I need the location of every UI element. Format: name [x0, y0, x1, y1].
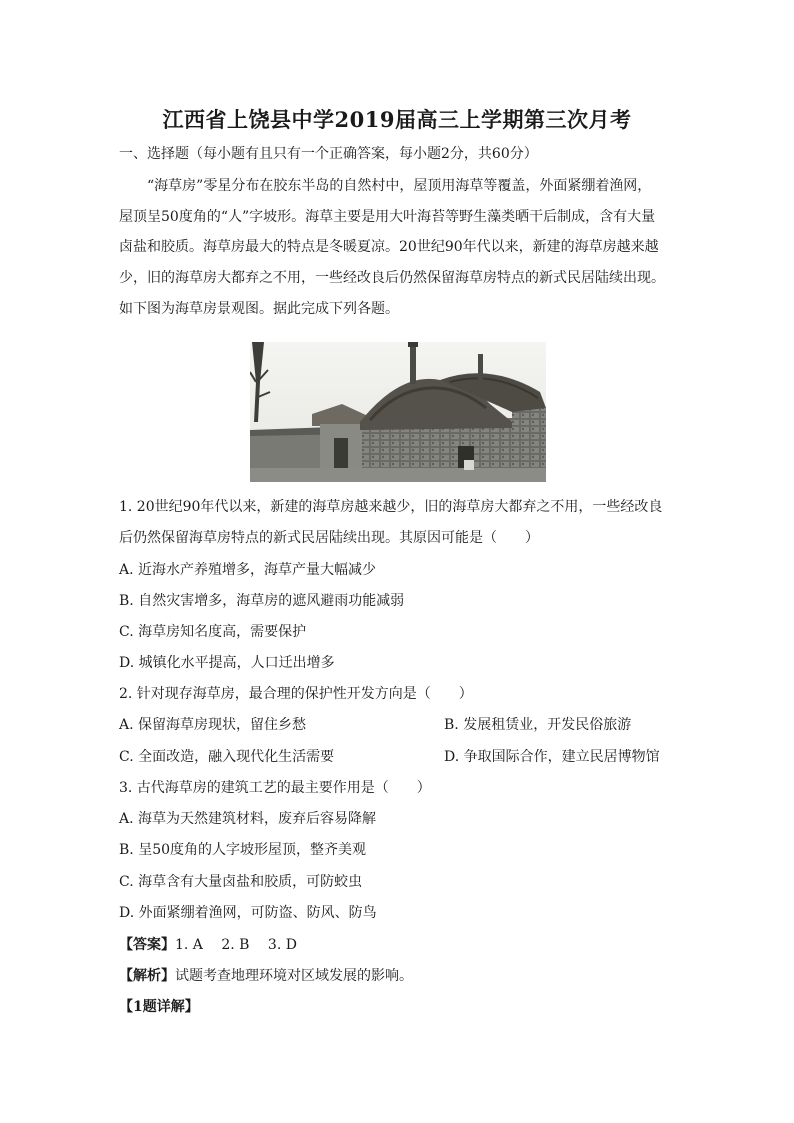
question-3-option-c: C. 海草含有大量卤盐和胶质，可防蛟虫 [119, 874, 363, 890]
answer-text: 1. A 2. B 3. D [175, 937, 297, 953]
question-1-stem: 1. 20世纪90年代以来，新建的海草房越来越少，旧的海草房大都弃之不用，一些经改良 [119, 499, 663, 515]
question-1-option-a: A. 近海水产养殖增多，海草产量大幅减少 [119, 562, 377, 578]
analysis-line [119, 966, 413, 986]
page-title: 江西省上饶县中学2019届高三上学期第三次月考 [162, 107, 632, 132]
detail-header: 【1题详解】 [119, 999, 199, 1015]
question-1-option-d: D. 城镇化水平提高，人口迁出增多 [119, 655, 335, 671]
passage-line: 如下图为海草房景观图。据此完成下列各题。 [119, 301, 399, 317]
passage-line: 屋顶呈50度角的“人”字坡形。海草主要是用大叶海苔等野生藻类晒干后制成，含有大量 [119, 209, 656, 225]
question-1-option-c: C. 海草房知名度高，需要保护 [119, 624, 307, 640]
question-2-stem: 2. 针对现存海草房，最合理的保护性开发方向是（ ） [119, 686, 473, 702]
analysis-text: 试题考查地理环境对区域发展的影响。 [175, 968, 413, 984]
question-1-option-b: B. 自然灾害增多，海草房的遮风避雨功能减弱 [119, 593, 405, 609]
question-2-option-a: A. 保留海草房现状，留住乡愁 [119, 717, 307, 733]
question-2-option-c: C. 全面改造，融入现代化生活需要 [119, 749, 335, 765]
question-1-stem: 后仍然保留海草房特点的新式民居陆续出现。其原因可能是（ ） [119, 530, 539, 546]
passage-line: 少，旧的海草房大都弃之不用，一些经改良后仍然保留海草房特点的新式民居陆续出现。 [119, 270, 665, 286]
question-2-option-b: B. 发展租赁业，开发民俗旅游 [444, 717, 632, 733]
question-3-option-d: D. 外面紧绷着渔网，可防盗、防风、防鸟 [119, 905, 377, 921]
thatched-house-photo [250, 342, 546, 482]
section-header: 一、选择题（每小题有且只有一个正确答案，每小题2分，共60分） [119, 146, 538, 162]
analysis-label: 【解析】 [119, 968, 175, 984]
question-2-option-d: D. 争取国际合作，建立民居博物馆 [444, 749, 660, 765]
passage-line: 卤盐和胶质。海草房最大的特点是冬暖夏凉。20世纪90年代以来，新建的海草房越来越 [119, 239, 659, 255]
question-3-option-a: A. 海草为天然建筑材料，废弃后容易降解 [119, 811, 377, 827]
answer-label: 【答案】 [119, 937, 175, 953]
question-3-option-b: B. 呈50度角的人字坡形屋顶，整齐美观 [119, 842, 367, 858]
passage-line: “海草房”零星分布在胶东半岛的自然村中，屋顶用海草等覆盖，外面紧绷着渔网， [147, 178, 652, 194]
question-3-stem: 3. 古代海草房的建筑工艺的最主要作用是（ ） [119, 780, 431, 796]
answer-line [119, 935, 297, 955]
